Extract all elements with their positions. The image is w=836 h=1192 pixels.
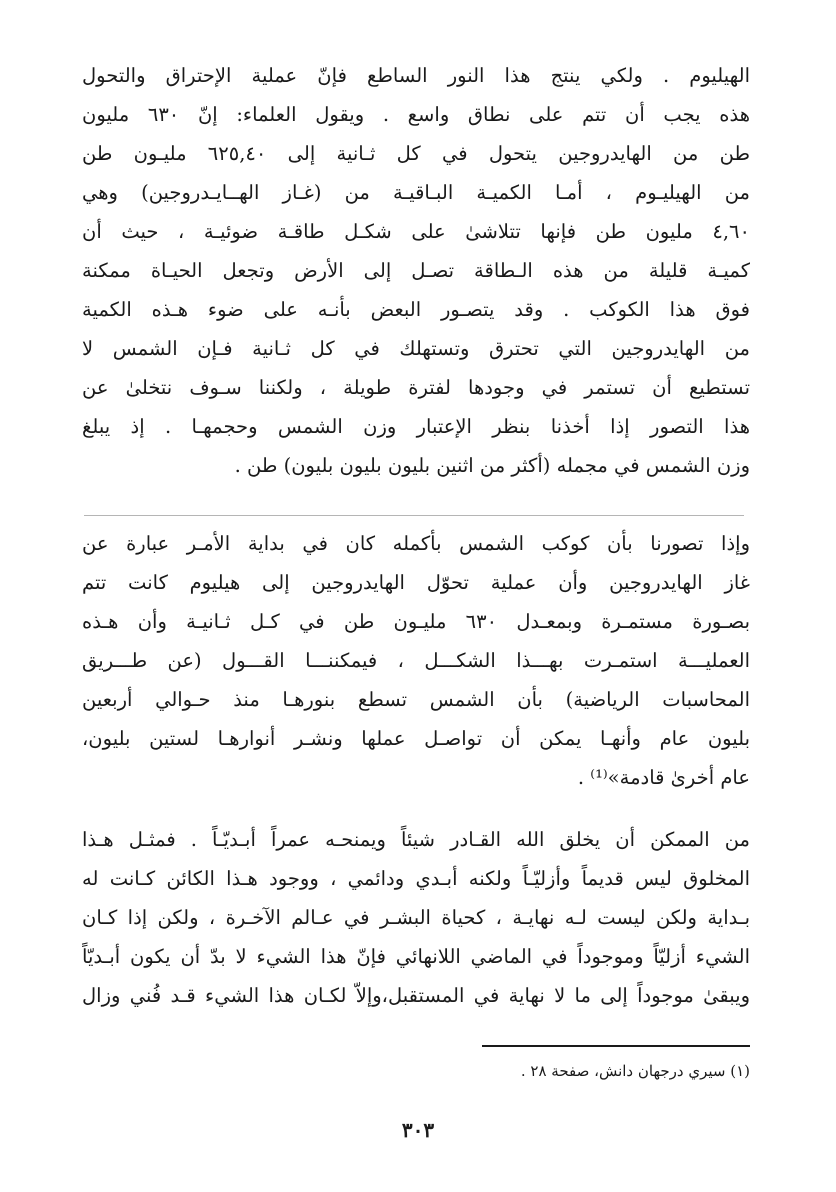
page-number: ٣٠٣ [401,1118,435,1142]
text-line: هذه يجب أن تتم على نطاق واسع . ويقول العلماء: إنّ ٦٣٠ مليون [82,103,750,126]
text-line: عام أخرىٰ قادمة»⁽¹⁾ . [577,766,750,789]
text-line: من الممكن أن يخلق الله القـادر شيئاً ويمنحـه عمراً أبـديّـاً . فمثـل هـذا [82,828,750,851]
text-line: هذا التصور إذا أخذنا بنظر الإعتبار وزن الشمس وحجمهـا . إذ يبلغ [82,415,750,438]
text-line: الهيليوم . ولكي ينتج هذا النور الساطع فإنّ عملية الإحتراق والتحول [82,64,750,87]
text-line: طن من الهايدروجين يتحول في كل ثـانية إلى ٦٢٥,٤٠ مليـون طن [82,142,750,165]
text-line: بليون عام وأنهـا يمكن أن تواصـل عملها ونشـر أنوارهـا لستين بليون، [82,727,750,750]
text-line: من الهايدروجين التي تحترق وتستهلك في كل ثـانية فـإن الشمس لا [82,337,750,360]
text-line: المحاسبات الرياضية) بأن الشمس تسطع بنورهـا منذ حـوالي أربعين [82,688,750,711]
text-line: كميـة قليلة من هذه الـطاقة تصـل إلى الأرض وتجعل الحيـاة ممكنة [82,259,750,282]
text-line: بـداية ولكن ليست لـه نهايـة ، كحياة البشـر في عـالم الآخـرة ، ولكن إذا كـان [82,906,750,929]
text-line: غاز الهايدروجين وأن عملية تحوّل الهايدروجين إلى هيليوم كانت تتم [82,571,750,594]
text-line: العمليـــة استمـرت بهـــذا الشكـــل ، فيمكننـــا القـــول (عن طـــريق [82,649,750,672]
paragraph-2 [82,524,750,797]
text-line: وإذا تصورنا بأن كوكب الشمس بأكمله كان في بداية الأمـر عبارة عن [82,532,750,555]
text-line: وزن الشمس في مجمله (أكثر من اثنين بليون بليون بليون) طن . [234,454,750,477]
section-divider [84,515,744,516]
footnote-separator [482,1045,750,1047]
text-line: المخلوق ليس قديماً وأزليّـاً ولكنه أبـدي ودائمي ، ووجود هـذا الكائن كـانت له [82,867,750,890]
text-line: الشيء أزليّاً وموجوداً في الماضي اللانهائي فإنّ هذا الشيء لا بدّ أن يكون أبـديّاً [82,945,750,968]
paragraph-3 [82,820,750,1015]
text-line: تستطيع أن تستمر في وجودها لفترة طويلة ، ولكننا سـوف نتخلىٰ عن [82,376,750,399]
paragraph-1 [82,56,750,485]
text-line: من الهيليـوم ، أمـا الكميـة البـاقيـة من (غـاز الهــايـدروجين) وهي [82,181,750,204]
footnote: (١) سيري درجهان دانش، صفحة ٢٨ . [520,1062,750,1080]
text-line: ويبقىٰ موجوداً إلى ما لا نهاية في المستقبل،وإلاّ لكـان هذا الشيء قـد فُني وزال [82,984,750,1007]
text-line: بصـورة مستمـرة وبمعـدل ٦٣٠ مليـون طن في كـل ثـانيـة وأن هـذه [82,610,750,633]
text-line: فوق هذا الكوكب . وقد يتصـور البعض بأنـه على ضوء هـذه الكمية [82,298,750,321]
text-line: ٤,٦٠ مليون طن فإنها تتلاشىٰ على شكـل طاقـة ضوئيـة ، حيث أن [82,220,750,243]
